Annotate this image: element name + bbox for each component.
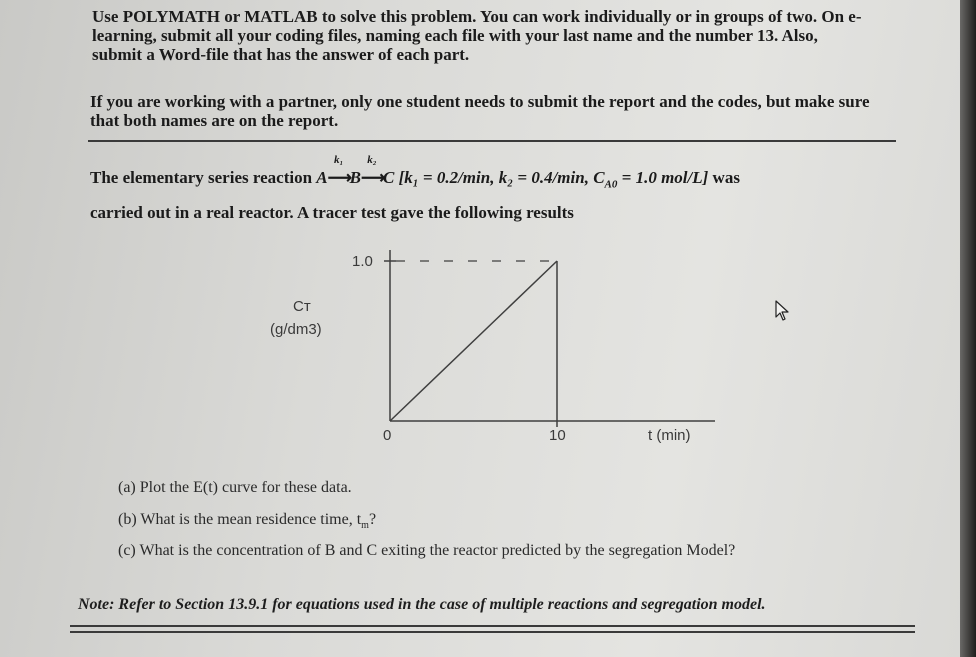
series-line [390,261,557,421]
y-axis-unit: (g/dm3) [270,321,322,338]
k1-label: k₁ [333,154,344,166]
reaction-prefix: The elementary series reaction [90,168,317,187]
species-c: C [382,168,395,187]
reaction-suffix: was [708,168,740,187]
ca0-subscript: A0 [604,178,618,191]
footer-rule-upper [70,625,915,627]
y-tick-label: 1.0 [352,253,373,270]
question-a: (a) Plot the E(t) curve for these data. [118,479,352,496]
reaction-arrow-2: k₂ ⟶ [360,154,386,187]
question-c: (c) What is the concentration of B and C exiting the reactor predicted by the segregation Model? [118,542,736,559]
intro-paragraph: Use POLYMATH or MATLAB to solve this problem. You can work individually or in groups of two. On e-learning, submit all your coding files, naming each file with your last name and the number 13. Also, submit a Word-file that has the answer of each part. [92,7,862,64]
page-edge-shadow [960,0,976,657]
rate-params-end: = 1.0 mol/L] [617,168,709,187]
tracer-graph [360,245,740,435]
x-tick-label-0: 0 [383,427,392,444]
x-tick-label-10: 10 [549,427,566,444]
question-b-subscript: m [361,520,369,532]
section-divider [88,140,896,142]
tracer-statement: carried out in a real reactor. A tracer test gave the following results [90,203,574,222]
species-b: B [349,168,361,187]
mouse-cursor-icon [775,300,791,322]
k2-label: k₂ [367,154,377,166]
partner-paragraph: If you are working with a partner, only one student needs to submit the report and the codes, but make sure that both names are on the report. [90,92,870,130]
note: Note: Refer to Section 13.9.1 for equations used in the case of multiple reactions and segregation model. [78,596,766,613]
question-b [118,510,376,536]
reaction-arrow-1: k₁ ⟶ [327,154,352,187]
species-a: A [316,168,328,187]
rate-params: [k₁ = 0.2/min, k₂ = 0.4/min, C [394,168,605,187]
question-b-end: ? [368,511,377,528]
y-axis-symbol: Cᴛ [293,298,311,315]
reaction-statement [90,154,910,196]
footer-rule-lower [70,631,915,633]
question-b-text: (b) What is the mean residence time, t [118,511,362,528]
x-axis-label: t (min) [648,427,691,444]
